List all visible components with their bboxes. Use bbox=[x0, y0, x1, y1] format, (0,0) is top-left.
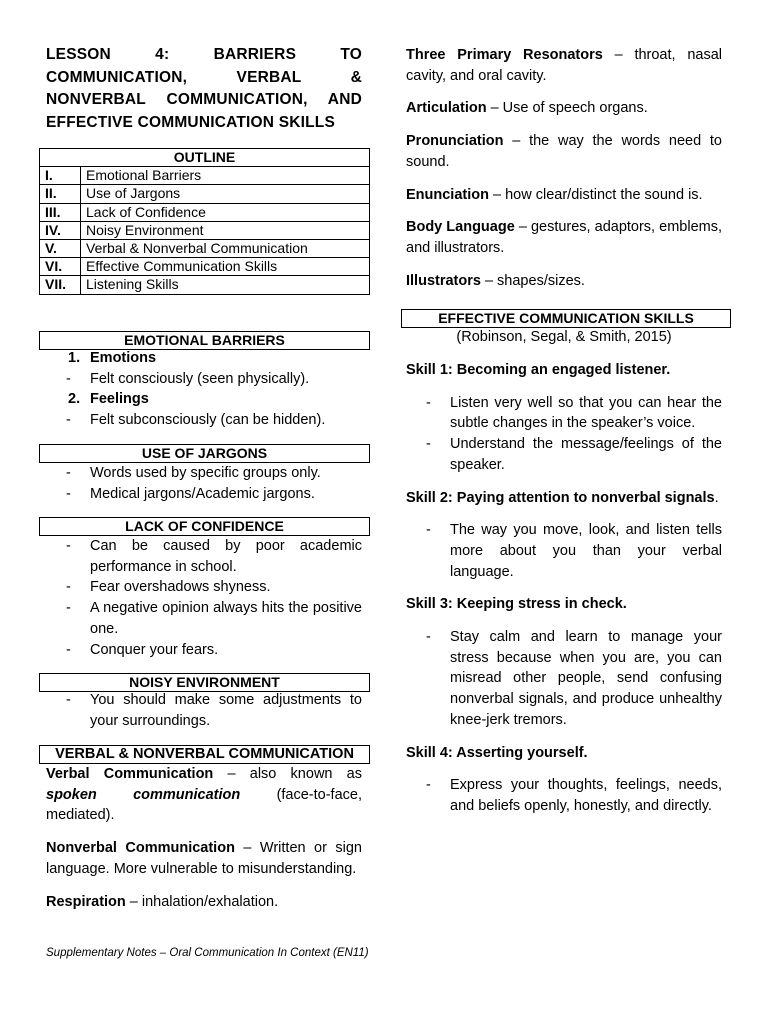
jargons-section bbox=[46, 463, 362, 504]
list-item bbox=[46, 598, 362, 639]
outline-row bbox=[40, 203, 370, 221]
term-paragraph bbox=[406, 98, 722, 119]
list-number: 1. bbox=[68, 350, 81, 366]
outline-num: II. bbox=[40, 185, 81, 203]
outline-row bbox=[40, 167, 370, 185]
jargons-heading: USE OF JARGONS bbox=[39, 444, 370, 463]
outline-row bbox=[40, 185, 370, 203]
list-item bbox=[46, 410, 362, 431]
verbal-def-pre: – also known as bbox=[213, 766, 362, 782]
term-def: – gestures, adaptors, emblems, and illustrators. bbox=[406, 219, 722, 256]
list-item bbox=[46, 690, 362, 731]
outline-heading: OUTLINE bbox=[40, 149, 370, 167]
dash-bullet: - bbox=[66, 600, 71, 617]
term-paragraph bbox=[406, 217, 722, 258]
outline-num: V. bbox=[40, 240, 81, 258]
outline-text: Effective Communication Skills bbox=[81, 258, 370, 276]
item-text: Words used by specific groups only. bbox=[90, 465, 321, 481]
confidence-heading: LACK OF CONFIDENCE bbox=[39, 517, 370, 536]
term: Pronunciation bbox=[406, 133, 504, 150]
dash-bullet: - bbox=[66, 370, 71, 387]
term-paragraph bbox=[406, 45, 722, 86]
item-text: Fear overshadows shyness. bbox=[90, 579, 271, 596]
verbal-heading: VERBAL & NONVERBAL COMMUNICATION bbox=[39, 745, 370, 764]
term-paragraph bbox=[406, 131, 722, 172]
item-text: Can be caused by poor academic performance in school. bbox=[90, 538, 362, 575]
outline-text: Noisy Environment bbox=[81, 221, 370, 239]
noisy-heading: NOISY ENVIRONMENT bbox=[39, 673, 370, 692]
term-def: – throat, nasal cavity, and oral cavity. bbox=[406, 47, 722, 84]
page-footer: Supplementary Notes – Oral Communication In Context (EN11) bbox=[46, 947, 369, 959]
outline-num: I. bbox=[40, 167, 81, 185]
term: Three Primary Resonators bbox=[406, 47, 603, 63]
dash-bullet: - bbox=[426, 777, 431, 794]
dash-bullet: - bbox=[426, 436, 431, 453]
skill-title: Skill 2: Paying attention to nonverbal signals bbox=[406, 489, 715, 506]
list-item bbox=[46, 463, 362, 484]
list-item bbox=[46, 577, 362, 598]
item-text: Express your thoughts, feelings, needs, and beliefs openly, honestly, and directly. bbox=[450, 777, 722, 814]
dash-bullet: - bbox=[66, 412, 71, 429]
feelings-desc: Felt subconsciously (can be hidden). bbox=[90, 412, 326, 429]
verbal-term: Verbal Communication bbox=[46, 766, 214, 782]
dash-bullet: - bbox=[66, 485, 71, 502]
emotions-term: Emotions bbox=[90, 350, 157, 366]
feelings-term: Feelings bbox=[90, 391, 149, 408]
verbal-section bbox=[46, 764, 362, 912]
skill-title: Skill 4: Asserting yourself. bbox=[406, 744, 588, 761]
emotional-barriers-section bbox=[46, 348, 362, 431]
item-text: Stay calm and learn to manage your stress because when you are, you can misread other people, send confusing nonverbal signals, and produce unhealthy knee-jerk tremors. bbox=[450, 629, 722, 728]
item-text: Listen very well so that you can hear the subtle changes in the speaker’s voice. bbox=[450, 394, 722, 432]
list-item bbox=[46, 389, 362, 410]
term: Enunciation bbox=[406, 186, 489, 203]
dash-bullet: - bbox=[426, 394, 431, 411]
outline-num: III. bbox=[40, 203, 81, 221]
outline-text: Listening Skills bbox=[81, 276, 370, 294]
verbal-emphasis: spoken communication bbox=[46, 786, 241, 803]
outline-num: VI. bbox=[40, 258, 81, 276]
list-item bbox=[406, 393, 722, 434]
skills-heading: EFFECTIVE COMMUNICATION SKILLS bbox=[401, 309, 731, 328]
outline-num: IV. bbox=[40, 221, 81, 239]
list-item bbox=[406, 627, 722, 731]
skills-citation: (Robinson, Segal, & Smith, 2015) bbox=[456, 329, 672, 345]
emotional-barriers-heading: EMOTIONAL BARRIERS bbox=[39, 331, 370, 350]
list-item bbox=[46, 348, 362, 369]
term-def: – Use of speech organs. bbox=[486, 100, 648, 117]
skill-title-paragraph bbox=[406, 488, 722, 509]
terms-section bbox=[406, 45, 722, 291]
list-item bbox=[406, 434, 722, 475]
nonverbal-def: – Written or sign language. More vulnerable to misunderstanding. bbox=[46, 840, 362, 877]
term-paragraph bbox=[406, 185, 722, 206]
item-text: Medical jargons/Academic jargons. bbox=[90, 485, 315, 502]
outline-text: Emotional Barriers bbox=[81, 167, 370, 185]
list-item bbox=[406, 775, 722, 816]
skill-title: Skill 3: Keeping stress in check. bbox=[406, 596, 627, 613]
outline-row bbox=[40, 276, 370, 294]
noisy-section bbox=[46, 690, 362, 731]
term-def: – how clear/distinct the sound is. bbox=[488, 186, 703, 203]
item-text: Conquer your fears. bbox=[90, 641, 219, 658]
term: Illustrators bbox=[406, 272, 481, 289]
outline-text: Use of Jargons bbox=[81, 185, 370, 203]
dash-bullet: - bbox=[66, 641, 71, 658]
dash-bullet: - bbox=[426, 629, 431, 646]
term-def: – the way the words need to sound. bbox=[406, 133, 722, 170]
skills-section bbox=[406, 360, 722, 817]
dash-bullet: - bbox=[66, 579, 71, 596]
emotions-desc: Felt consciously (seen physically). bbox=[90, 370, 310, 387]
outline-table bbox=[39, 148, 370, 295]
term-def: – shapes/sizes. bbox=[480, 272, 585, 289]
list-item bbox=[46, 484, 362, 505]
list-number: 2. bbox=[68, 391, 81, 408]
item-text: You should make some adjustments to your surroundings. bbox=[90, 692, 362, 729]
outline-text: Lack of Confidence bbox=[81, 203, 370, 221]
term: Articulation bbox=[406, 100, 487, 117]
verbal-paragraph bbox=[46, 764, 362, 826]
outline-num: VII. bbox=[40, 276, 81, 294]
list-item bbox=[46, 536, 362, 577]
item-text: A negative opinion always hits the positive one. bbox=[90, 600, 362, 637]
term: Body Language bbox=[406, 219, 515, 236]
item-text: Understand the message/feelings of the speaker. bbox=[450, 436, 722, 473]
outline-row bbox=[40, 240, 370, 258]
confidence-section bbox=[46, 536, 362, 660]
lesson-title: LESSON 4: BARRIERS TO COMMUNICATION, VERBAL & NONVERBAL COMMUNICATION, AND EFFECTIVE COMMUNICATION SKILLS bbox=[46, 46, 362, 131]
outline-text: Verbal & Nonverbal Communication bbox=[81, 240, 370, 258]
skill-title: Skill 1: Becoming an engaged listener. bbox=[406, 362, 671, 378]
list-item bbox=[46, 369, 362, 390]
list-item bbox=[406, 520, 722, 582]
outline-row bbox=[40, 258, 370, 276]
dash-bullet: - bbox=[426, 522, 431, 539]
outline-row bbox=[40, 221, 370, 239]
nonverbal-paragraph bbox=[46, 838, 362, 879]
verbal-def-post: (face-to-face, mediated). bbox=[46, 786, 362, 824]
respiration-paragraph bbox=[46, 892, 362, 913]
dash-bullet: - bbox=[66, 465, 71, 481]
nonverbal-term: Nonverbal Communication bbox=[46, 840, 235, 857]
item-text: The way you move, look, and listen tells more about you than your verbal language. bbox=[450, 522, 722, 580]
respiration-def: – inhalation/exhalation. bbox=[125, 893, 279, 910]
respiration-term: Respiration bbox=[46, 893, 126, 910]
term-paragraph bbox=[406, 271, 722, 292]
skill-title-period: . bbox=[714, 489, 719, 506]
dash-bullet: - bbox=[66, 538, 71, 554]
list-item bbox=[46, 640, 362, 661]
dash-bullet: - bbox=[66, 692, 71, 708]
